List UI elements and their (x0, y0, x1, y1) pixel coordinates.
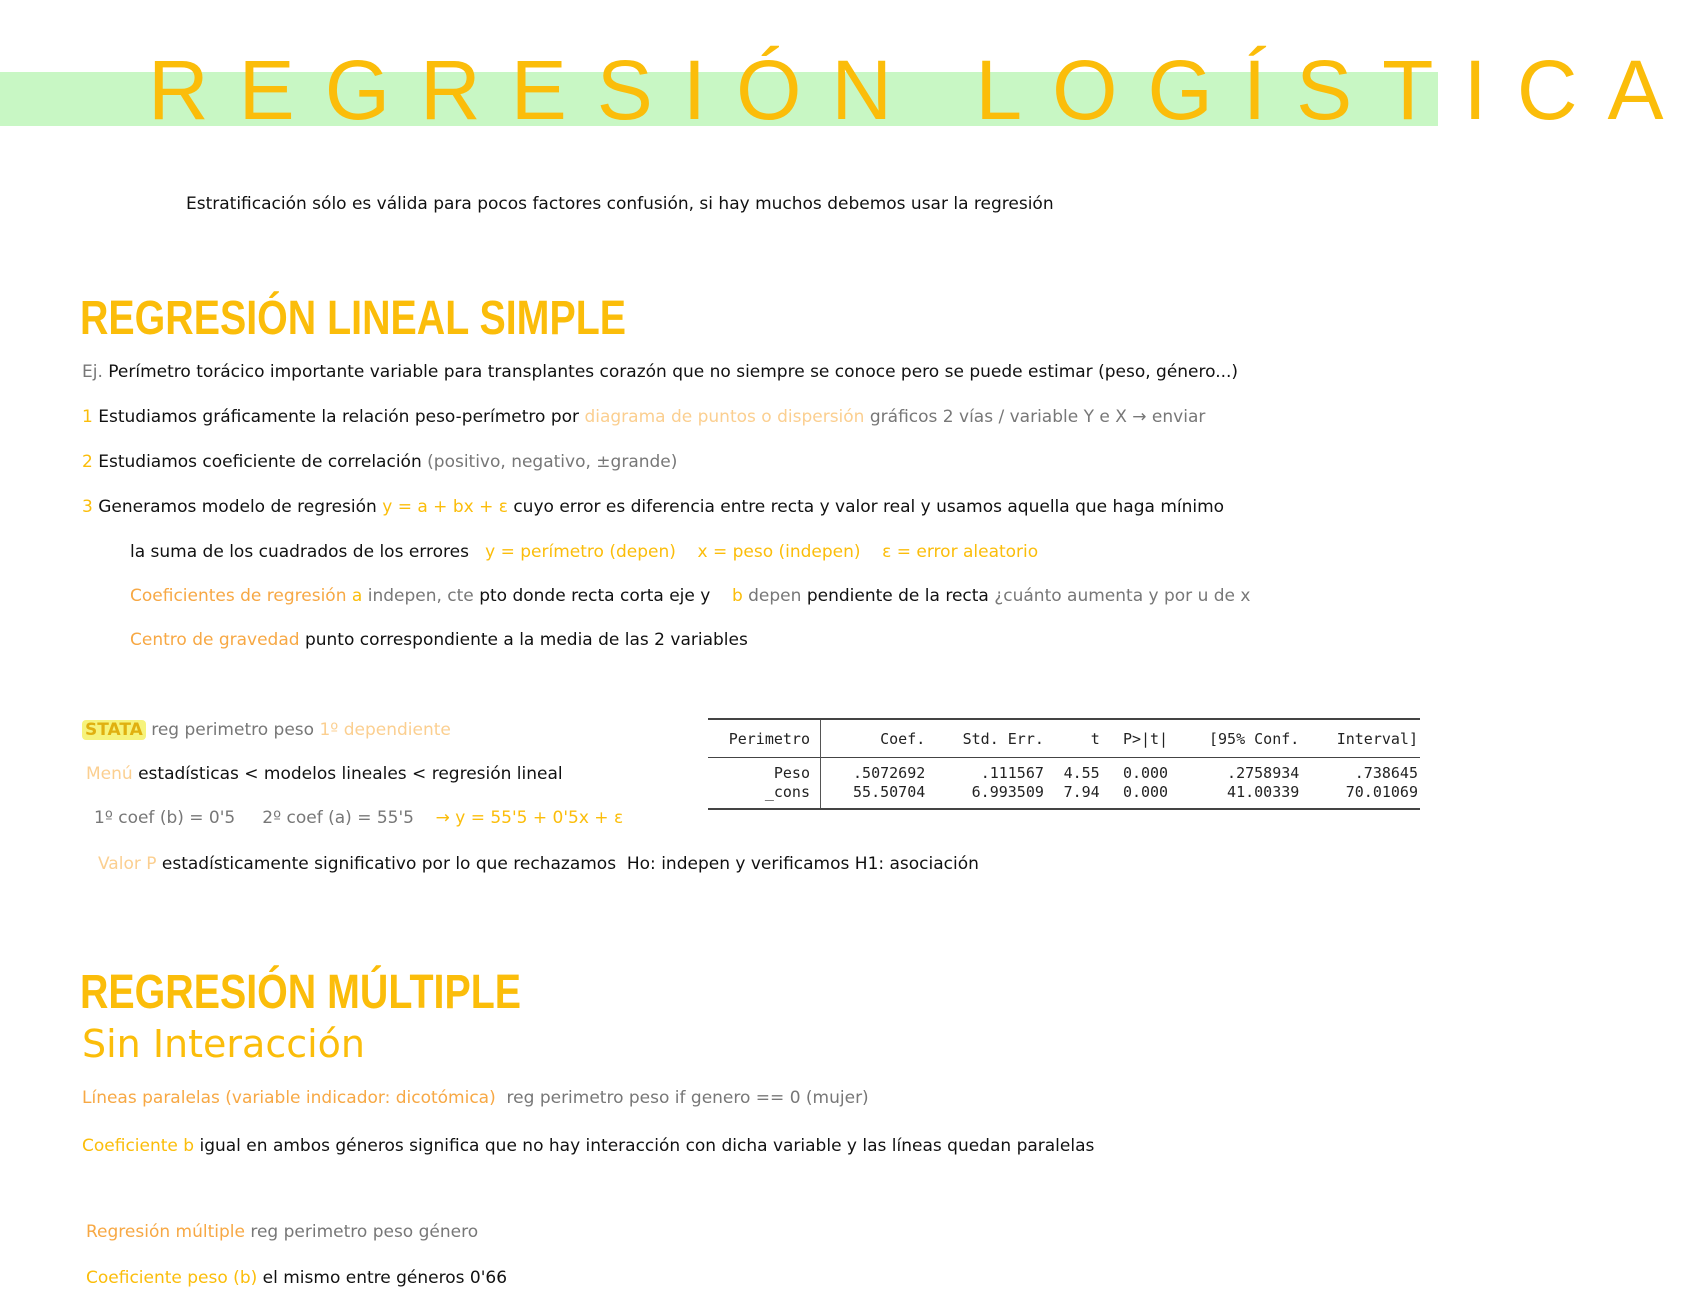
step-1-number: 1 (82, 407, 93, 427)
table-cell: 0.000 (1102, 783, 1170, 809)
step-1-note: gráficos 2 vías / variable Y e X → enviar (869, 407, 1206, 427)
stata-label: STATA (82, 720, 146, 740)
null-hypothesis: Ho: indepen (626, 854, 730, 874)
coef-peso-line (86, 1266, 507, 1290)
table-header: Coef. (821, 719, 928, 758)
coef-label: Coeficientes de regresión (130, 586, 347, 606)
step-3-sum-squares: la suma de los cuadrados de los errores (130, 542, 469, 562)
example-line (82, 360, 1238, 384)
menu-path: estadísticas < modelos lineales < regresión lineal (138, 764, 563, 784)
table-cell: 4.55 (1046, 758, 1102, 784)
center-gravity-desc: punto correspondiente a la media de las 2 variables (304, 630, 748, 650)
example-text: Perímetro torácico importante variable para transplantes corazón que no siempre se conoce pero se puede estimar (peso, género...) (108, 362, 1239, 382)
coef-b-type: depen (748, 586, 802, 606)
coef-b-explanation: igual en ambos géneros significa que no hay interacción con dicha variable y las líneas quedan paralelas (199, 1136, 1095, 1156)
table-cell: .2758934 (1170, 758, 1301, 784)
table-cell: 7.94 (1046, 783, 1102, 809)
section-subheader: Sin Interacción (82, 1022, 365, 1066)
coef-a-type: indepen, cte (367, 586, 474, 606)
center-gravity-line (130, 628, 748, 652)
intro-text: Estratificación sólo es válida para pocos factores confusión, si hay muchos debemos usar la regresión (186, 194, 1054, 214)
coef-b-label: Coeficiente b (82, 1136, 195, 1156)
coef-a-desc: pto donde recta corta eje y (479, 586, 711, 606)
table-cell: 0.000 (1102, 758, 1170, 784)
coefficients-line (130, 584, 1250, 608)
parallel-lines-command: reg perimetro peso if genero == 0 (mujer) (506, 1088, 869, 1108)
coef-peso-label: Coeficiente peso (b) (86, 1268, 258, 1288)
stata-line (82, 718, 451, 742)
pvalue-verify: y verificamos (735, 854, 850, 874)
table-row (708, 783, 1420, 809)
center-gravity-label: Centro de gravedad (130, 630, 300, 650)
coef-b-symbol: b (731, 586, 743, 606)
step-1-text: Estudiamos gráficamente la relación peso-perímetro por (98, 407, 580, 427)
table-cell: .111567 (927, 758, 1046, 784)
stata-output-table (708, 718, 1420, 810)
table-header: t (1046, 719, 1102, 758)
page-title: REGRESIÓN LOGÍSTICA (148, 43, 1694, 137)
regression-equation: → y = 55'5 + 0'5x + ε (435, 808, 624, 828)
step-2-number: 2 (82, 452, 93, 472)
step-3 (82, 495, 1224, 519)
table-cell: 55.50704 (821, 783, 928, 809)
step-2-text: Estudiamos coeficiente de correlación (98, 452, 422, 472)
example-prefix: Ej. (82, 362, 103, 382)
coef-peso-desc: el mismo entre géneros 0'66 (262, 1268, 508, 1288)
pvalue-desc: estadísticamente significativo por lo que rechazamos (161, 854, 617, 874)
table-cell: 6.993509 (927, 783, 1046, 809)
table-cell: Peso (708, 758, 821, 784)
step-1-highlight: diagrama de puntos o dispersión (584, 407, 865, 427)
coef2-value: 2º coef (a) = 55'5 (262, 808, 414, 828)
coef-a-symbol: a (351, 586, 363, 606)
multiple-regression-command: reg perimetro peso género (250, 1222, 479, 1242)
stata-command: reg perimetro peso (151, 720, 315, 740)
table-header: Interval] (1301, 719, 1420, 758)
coef-b-question: ¿cuánto aumenta y por u de x (994, 586, 1251, 606)
table-header: Perimetro (708, 719, 821, 758)
multiple-regression-label: Regresión múltiple (86, 1222, 245, 1242)
coef1-value: 1º coef (b) = 0'5 (94, 808, 236, 828)
menu-line (86, 762, 563, 786)
coef-values-line (94, 806, 623, 830)
step-3-detail (130, 540, 1038, 564)
parallel-lines-label: Líneas paralelas (variable indicador: dicotómica) (82, 1088, 496, 1108)
step-3-error-def: ε = error aleatorio (882, 542, 1039, 562)
table-cell: .738645 (1301, 758, 1420, 784)
coef-b-line (82, 1134, 1094, 1158)
table-header: Std. Err. (927, 719, 1046, 758)
table-header: [95% Conf. (1170, 719, 1301, 758)
table-cell: 70.01069 (1301, 783, 1420, 809)
table-header: P>|t| (1102, 719, 1170, 758)
table-row (708, 758, 1420, 784)
step-3-text-cont: cuyo error es diferencia entre recta y valor real y usamos aquella que haga mínimo (513, 497, 1225, 517)
alt-hypothesis: H1: asociación (854, 854, 979, 874)
step-1 (82, 405, 1205, 429)
pvalue-line (98, 852, 979, 876)
step-3-y-def: y = perímetro (depen) (485, 542, 676, 562)
step-3-x-def: x = peso (indepen) (697, 542, 861, 562)
step-3-equation: y = a + bx + ε (382, 497, 508, 517)
table-cell: 41.00339 (1170, 783, 1301, 809)
stata-note: 1º dependiente (319, 720, 451, 740)
step-3-number: 3 (82, 497, 93, 517)
step-2 (82, 450, 677, 474)
section-header-linear-simple: REGRESIÓN LINEAL SIMPLE (80, 292, 627, 345)
step-2-note: (positivo, negativo, ±grande) (427, 452, 678, 472)
section-header-multiple: REGRESIÓN MÚLTIPLE (80, 966, 521, 1019)
table-cell: .5072692 (821, 758, 928, 784)
parallel-lines-line (82, 1086, 869, 1110)
multiple-regression-line (86, 1220, 478, 1244)
coef-b-desc: pendiente de la recta (806, 586, 989, 606)
pvalue-label: Valor P (98, 854, 157, 874)
step-3-text: Generamos modelo de regresión (98, 497, 377, 517)
menu-label: Menú (86, 764, 133, 784)
table-cell: _cons (708, 783, 821, 809)
